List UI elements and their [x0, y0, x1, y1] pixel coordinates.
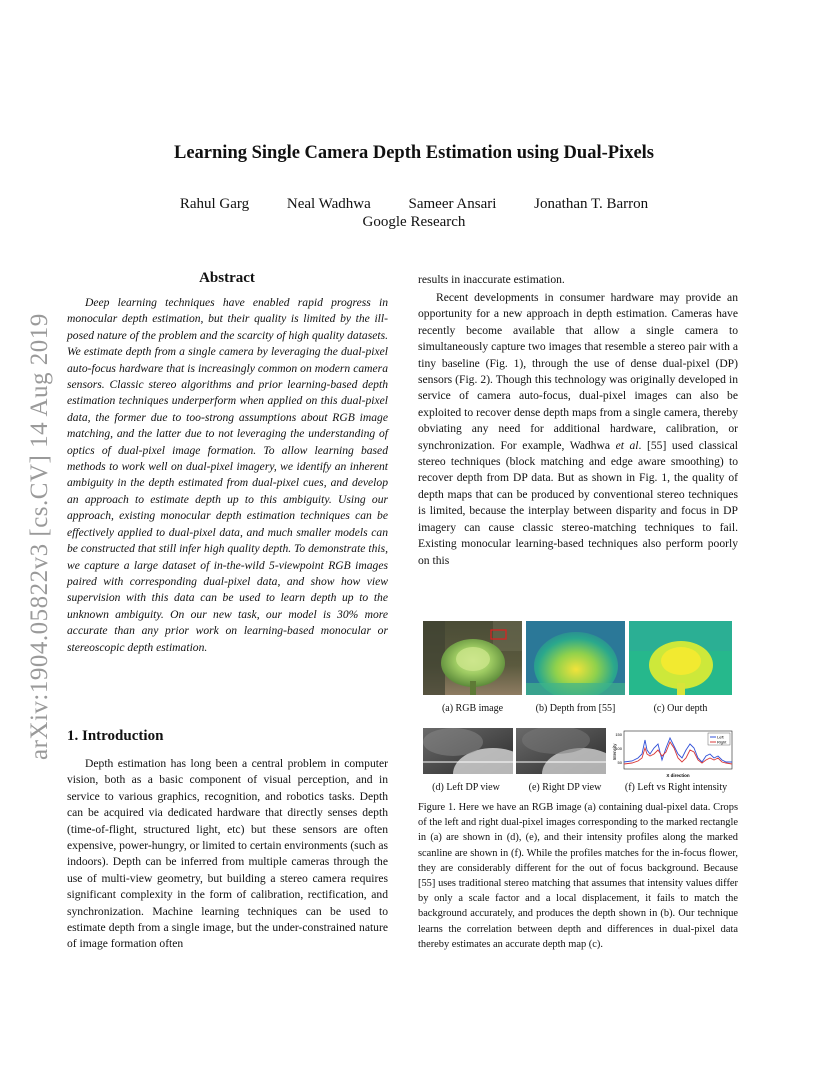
subfigure-caption: (d) Left DP view: [432, 782, 500, 793]
author-name: Jonathan T. Barron: [534, 196, 649, 212]
author-name: Sameer Ansari: [408, 196, 497, 212]
subfigure-caption: (f) Left vs Right intensity: [624, 782, 728, 793]
text-run: et al: [615, 438, 639, 452]
depth-map-baseline: [526, 621, 625, 695]
author-name: Rahul Garg: [179, 196, 250, 212]
depth-map-ours: [629, 621, 732, 695]
subfigure-caption: (e) Right DP view: [528, 782, 602, 793]
figure-caption: Figure 1. Here we have an RGB image (a) containing dual-pixel data. Crops of the left and right dual-pixel images corresponding to the marked rectangle in (a) are shown in (d), (e), and their intensity profiles along the marked scanline are shown in (f). While the profiles matches for the in-focus flower, they are considerably different for the out of focus background. Because [55] uses traditional stereo matching that assumes that intensity values differ by only a scale factor and a local displacement, it fails to match the background accurately, and produces the depth shown in (b). Our technique learns the correlation between depth and differences in dual-pixel data thereby estimates an accurate depth map (c).: [418, 802, 738, 950]
intensity-plot: [610, 728, 736, 780]
author-name: Neal Wadhwa: [286, 196, 371, 212]
author-list: [0, 196, 828, 213]
left-dp-view: [423, 728, 513, 774]
plot-legend-label: Right: [717, 739, 727, 745]
plot-ytick: 100: [615, 746, 622, 751]
section-heading: 1. Introduction: [67, 728, 164, 744]
abstract-text: Deep learning techniques have enabled rapid progress in monocular depth estimation, but their quality is limited by the ill-posed nature of the problem and the scarcity of high quality datasets. We estimate depth from a single camera by leveraging the dual-pixel auto-focus hardware that is increasingly common on modern camera sensors. Classic stereo algorithms and prior learning-based depth estimation techniques underperform when applied on this dual-pixel data, the former due to too-strong assumptions about RGB image matching, and the latter due to not leveraging the understanding of optics of dual-pixel image formation. To allow learning based methods to work well on dual-pixel imagery, we identify an inherent ambiguity in the depth estimated from dual-pixel cues, and develop an approach to estimate depth up to this ambiguity. Using our approach, existing monocular depth estimation techniques can be effectively applied to dual-pixel data, and much smaller models can be constructed that still infer high quality depth. To demonstrate this, we capture a large dataset of in-the-wild 5-viewpoint RGB images paired with corresponding dual-pixel data, and show how view supervision with this data can be used to learn depth up to the unknown ambiguity. On our new task, our model is 30% more accurate than any prior work on learning-based monocular or stereoscopic depth estimation.: [67, 296, 388, 654]
text-run: . [55] used classical stereo techniques (block matching and edge aware smoothing) to recover depth from DP data. But as shown in Fig. 1, the quality of depth maps that can be produced by conventional stereo techniques is limited, because the interplay between disparity and focus in DP imagery can cause classic stereo-matching techniques to fail. Existing monocular learning-based techniques also perform poorly on this: [418, 438, 738, 567]
subfigure-caption: (a) RGB image: [441, 703, 504, 714]
subfigure-caption: (b) Depth from [55]: [535, 703, 616, 714]
arxiv-identifier: arXiv:1904.05822v3 [cs.CV] 14 Aug 2019: [26, 313, 53, 760]
plot-ytick: 150: [615, 732, 622, 737]
rgb-image: [423, 621, 522, 695]
paper-title: Learning Single Camera Depth Estimation using Dual-Pixels: [174, 143, 654, 163]
body-paragraph: [418, 290, 738, 569]
plot-xlabel: X direction: [666, 773, 690, 778]
abstract-heading: Abstract: [199, 270, 255, 286]
text-run: Recent developments in consumer hardware may provide an opportunity for a new approach in depth estimation. Cameras have recently become available that allow a single camera to simultaneously capture two images that resemble a stereo pair with a tiny baseline (Fig. 1), through the use of dense dual-pixel (DP) sensors (Fig. 2). Though this technology was originally developed in service of camera auto-focus, dual-pixel images can also be exploited to recover dense depth maps from a single camera, thereby obviating any need for additional hardware, calibration, or synchronization. For example, Wadhwa: [418, 291, 738, 452]
right-dp-view: [516, 728, 606, 774]
body-paragraph: results in inaccurate estimation.: [418, 273, 565, 286]
affiliation: Google Research: [362, 214, 466, 230]
intro-text: Depth estimation has long been a central problem in computer vision, both as a basic component of visual perception, and in service to various graphics, recognition, and robotics tasks. Depth can be acquired via dedicated hardware that directly senses depth (time-of-flight, structured light, etc) but these sensors are often expensive, power-hungry, or limited to certain environments (such as indoors). Depth can be inferred from multiple cameras through the use of multi-view geometry, but building a stereo camera requires significant complexity in the form of calibration, rectification, and synchronization. Machine learning techniques can be used to estimate depth from a single image, but the under-constrained nature of image formation often: [67, 757, 388, 951]
subfigure-caption: (c) Our depth: [653, 703, 708, 714]
plot-ytick: 50: [617, 760, 622, 765]
plot-legend-label: Left: [717, 734, 724, 740]
plot-ylabel: Intensity: [612, 743, 617, 761]
